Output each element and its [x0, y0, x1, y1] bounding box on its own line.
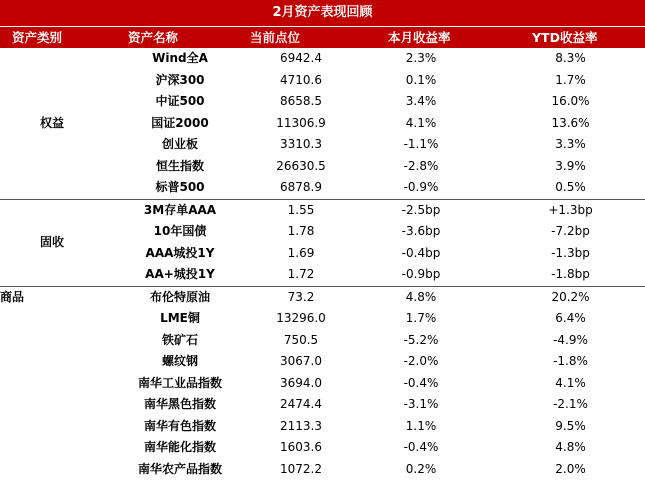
mtd-return-cell: 0.2% — [405, 461, 437, 476]
current-level-cell: 2474.4 — [280, 397, 322, 411]
asset-name-cell: 南华工业品指数 — [137, 375, 222, 390]
mtd-return-cell: -2.5bp — [346, 199, 496, 221]
mtd-return-cell: 4.8% — [346, 286, 496, 308]
asset-name-cell: 恒生指数 — [155, 158, 204, 173]
mtd-return-cell: 1.1% — [405, 418, 437, 433]
header-asset-class: 资产类别 — [12, 30, 63, 45]
asset-name-cell: 南华农产品指数 — [137, 461, 222, 476]
asset-class-cell: 商品 — [0, 286, 104, 480]
ytd-return-cell: 4.8% — [555, 440, 586, 454]
table-row — [0, 286, 645, 308]
current-level-cell: 26630.5 — [276, 158, 326, 173]
ytd-return-cell: 8.3% — [555, 51, 586, 65]
mtd-return-cell: -0.9% — [403, 180, 439, 194]
current-level-cell: 73.2 — [256, 286, 346, 308]
ytd-return-cell: -1.8% — [553, 354, 588, 368]
ytd-return-cell: 4.1% — [555, 375, 586, 390]
asset-name-cell: 沪深300 — [155, 72, 205, 87]
current-level-cell: 13296.0 — [276, 311, 326, 325]
header-asset-name: 资产名称 — [128, 30, 179, 45]
asset-name-cell: 布伦特原油 — [104, 286, 256, 308]
asset-name-cell: AA+城投1Y — [145, 267, 215, 281]
current-level-cell: 1.78 — [287, 224, 315, 238]
asset-name-cell: 标普500 — [155, 180, 205, 194]
mtd-return-cell: -0.4% — [403, 440, 439, 454]
asset-name-cell: 创业板 — [161, 137, 198, 151]
column-header-row — [0, 26, 645, 48]
mtd-return-cell: -1.1% — [403, 137, 439, 151]
ytd-return-cell: -1.8bp — [551, 267, 590, 281]
current-level-cell: 1.72 — [287, 267, 315, 281]
current-level-cell: 11306.9 — [276, 115, 326, 130]
asset-name-cell: 南华能化指数 — [143, 440, 216, 454]
current-level-cell: 4710.6 — [280, 72, 322, 87]
current-level-cell: 3067.0 — [280, 354, 322, 368]
ytd-return-cell: 13.6% — [551, 115, 590, 130]
ytd-return-cell: -4.9% — [553, 332, 588, 347]
header-mtd-return: 本月收益率 — [388, 30, 451, 45]
current-level-cell: 2113.3 — [280, 418, 322, 433]
current-level-cell: 3694.0 — [280, 375, 322, 390]
mtd-return-cell: 2.3% — [405, 51, 437, 65]
table-row — [0, 199, 645, 221]
ytd-return-cell: 20.2% — [496, 286, 645, 308]
ytd-return-cell: 6.4% — [555, 311, 586, 325]
ytd-return-cell: 16.0% — [551, 94, 590, 108]
mtd-return-cell: -5.2% — [403, 332, 439, 347]
current-level-cell: 1603.6 — [280, 440, 322, 454]
current-level-cell: 750.5 — [283, 332, 319, 347]
asset-class-cell: 固收 — [0, 199, 104, 286]
asset-name-cell: 国证2000 — [151, 115, 209, 130]
ytd-return-cell: +1.3bp — [496, 199, 645, 221]
header-ytd-return: YTD收益率 — [532, 30, 598, 45]
asset-name-cell: 南华有色指数 — [143, 418, 216, 433]
asset-name-cell: 南华黑色指数 — [143, 397, 216, 411]
asset-class-cell: 权益 — [39, 115, 64, 130]
mtd-return-cell: -2.8% — [403, 158, 439, 173]
ytd-return-cell: -1.3bp — [551, 245, 590, 260]
asset-name-cell: 铁矿石 — [161, 332, 198, 347]
mtd-return-cell: 3.4% — [405, 94, 437, 108]
ytd-return-cell: 3.9% — [555, 158, 586, 173]
mtd-return-cell: 0.1% — [405, 72, 437, 87]
mtd-return-cell: -0.9bp — [401, 267, 441, 281]
table-row — [0, 48, 645, 70]
mtd-return-cell: -3.6bp — [401, 224, 441, 238]
asset-name-cell: 3M存单AAA — [104, 199, 256, 221]
mtd-return-cell: -2.0% — [403, 354, 439, 368]
asset-name-cell: 10年国债 — [153, 224, 207, 238]
mtd-return-cell: 4.1% — [405, 115, 437, 130]
mtd-return-cell: 1.7% — [405, 311, 437, 325]
ytd-return-cell: 2.0% — [555, 461, 586, 476]
table-title: 2月资产表现回顾 — [0, 0, 645, 26]
current-level-cell: 1.69 — [287, 245, 315, 260]
ytd-return-cell: -7.2bp — [551, 224, 590, 238]
current-level-cell: 6878.9 — [280, 180, 322, 194]
ytd-return-cell: -2.1% — [553, 397, 588, 411]
current-level-cell: 1072.2 — [280, 461, 322, 476]
ytd-return-cell: 0.5% — [555, 180, 586, 194]
data-table — [0, 48, 645, 480]
current-level-cell: 6942.4 — [280, 51, 322, 65]
asset-name-cell: Wind全A — [152, 51, 208, 65]
mtd-return-cell: -0.4bp — [401, 245, 441, 260]
mtd-return-cell: -0.4% — [403, 375, 439, 390]
ytd-return-cell: 1.7% — [555, 72, 586, 87]
current-level-cell: 3310.3 — [280, 137, 322, 151]
asset-name-cell: AAA城投1Y — [145, 245, 215, 260]
header-current-level: 当前点位 — [250, 30, 301, 45]
asset-name-cell: 中证500 — [155, 94, 205, 108]
mtd-return-cell: -3.1% — [403, 397, 439, 411]
ytd-return-cell: 9.5% — [555, 418, 586, 433]
asset-name-cell: 螺纹钢 — [161, 354, 198, 368]
ytd-return-cell: 3.3% — [555, 137, 586, 151]
current-level-cell: 1.55 — [256, 199, 346, 221]
asset-name-cell: LME铜 — [160, 311, 200, 325]
current-level-cell: 8658.5 — [280, 94, 322, 108]
